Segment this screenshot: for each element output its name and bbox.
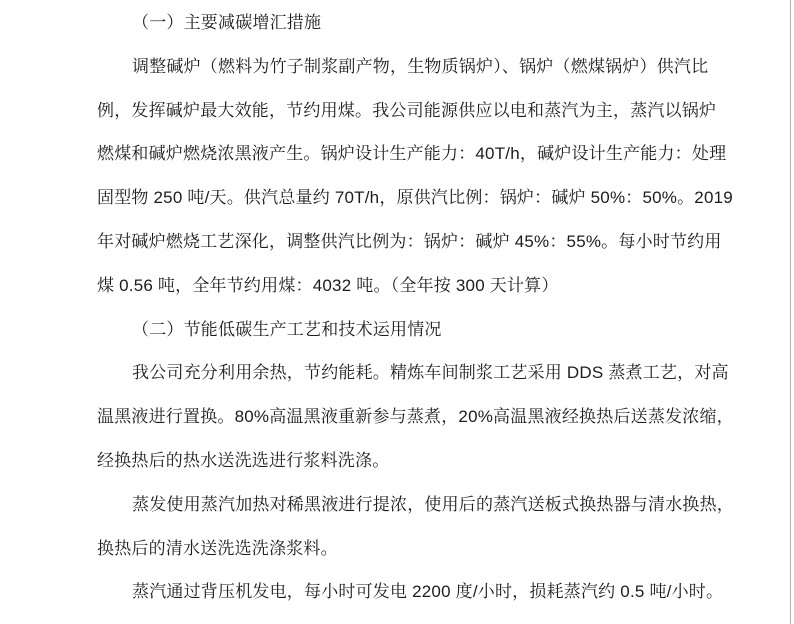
text-line: 换热后的清水送洗选洗涤浆料。 xyxy=(97,538,338,558)
text-line: 经换热后的热水送洗选进行浆料洗涤。 xyxy=(97,450,390,470)
page-right-border xyxy=(790,0,791,624)
document-text-block xyxy=(97,1,734,614)
text-line: 我公司充分利用余热，节约能耗。精炼车间制浆工艺采用 DDS 蒸煮工艺，对高 xyxy=(132,363,729,383)
text-line: 蒸汽通过背压机发电，每小时可发电 2200 度/小时，损耗蒸汽约 0.5 吨/小时。 xyxy=(132,582,724,602)
text-line: （一）主要减碳增汇措施 xyxy=(132,13,322,32)
text-line: 年对碱炉燃烧工艺深化，调整供汽比例为：锅炉：碱炉 45%：55%。每小时节约用 xyxy=(97,231,722,251)
text-line: （二）节能低碳生产工艺和技术运用情况 xyxy=(132,319,442,339)
text-line: 温黑液进行置换。80%高温黑液重新参与蒸煮，20%高温黑液经换热后送蒸发浓缩， xyxy=(97,407,734,427)
text-line: 燃煤和碱炉燃烧浓黑液产生。锅炉设计生产能力：40T/h，碱炉设计生产能力：处理 xyxy=(97,144,727,164)
text-line: 固型物 250 吨/天。供汽总量约 70T/h，原供汽比例：锅炉：碱炉 50%：50%。2019 xyxy=(97,188,733,208)
text-line: 蒸发使用蒸汽加热对稀黑液进行提浓，使用后的蒸汽送板式换热器与清水换热， xyxy=(132,494,734,514)
text-line: 煤 0.56 吨，全年节约用煤：4032 吨。（全年按 300 天计算） xyxy=(97,275,559,295)
text-line: 例，发挥碱炉最大效能，节约用煤。我公司能源供应以电和蒸汽为主，蒸汽以锅炉 xyxy=(97,100,717,120)
text-line: 调整碱炉（燃料为竹子制浆副产物，生物质锅炉）、锅炉（燃煤锅炉）供汽比 xyxy=(132,56,709,76)
